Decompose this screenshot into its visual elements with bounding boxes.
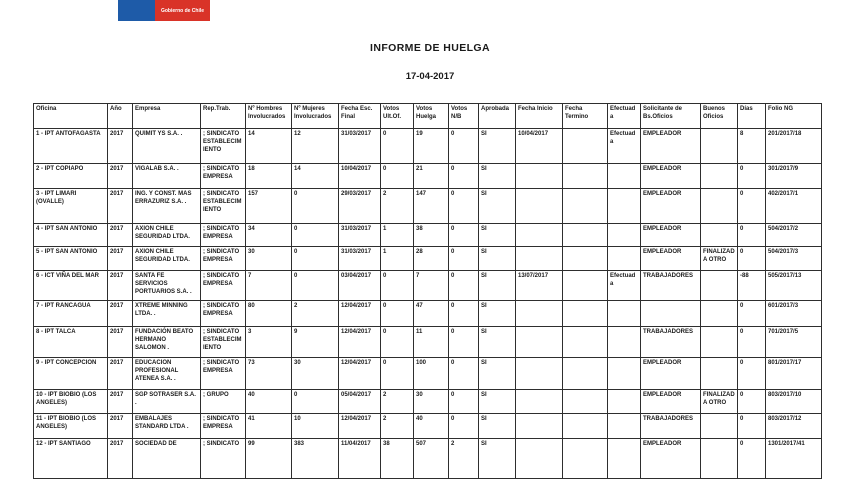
table-cell: 38 xyxy=(381,439,414,479)
table-cell xyxy=(701,358,738,390)
table-cell: ; SINDICATO EMPRESA xyxy=(201,301,246,327)
table-cell: 18 xyxy=(246,164,292,189)
header-cell: Solicitante de Bs.Oficios xyxy=(641,104,701,129)
table-cell xyxy=(608,164,641,189)
table-cell: 0 xyxy=(449,189,479,224)
table-cell: ; SINDICATO EMPRESA xyxy=(201,164,246,189)
table-cell: 0 xyxy=(738,414,766,439)
table-cell: EMPLEADOR xyxy=(641,439,701,479)
table-cell: ; SINDICATO EMPRESA xyxy=(201,358,246,390)
table-cell xyxy=(701,301,738,327)
table-cell: 03/04/2017 xyxy=(339,271,381,301)
table-cell: 30 xyxy=(292,358,339,390)
table-cell: 1 xyxy=(381,247,414,271)
table-cell: 0 xyxy=(449,327,479,358)
table-cell xyxy=(608,439,641,479)
table-cell: 12 - IPT SANTIAGO xyxy=(34,439,108,479)
header-cell: Folio NG xyxy=(766,104,822,129)
table-cell: 12 xyxy=(292,129,339,164)
table-cell: ; GRUPO xyxy=(201,390,246,414)
header-cell: Rep.Trab. xyxy=(201,104,246,129)
table-cell: FUNDACIÓN BEATO HERMANO SALOMON . xyxy=(133,327,201,358)
table-cell xyxy=(516,247,563,271)
table-cell: 7 - IPT RANCAGUA xyxy=(34,301,108,327)
logo-blue-square xyxy=(118,0,155,21)
table-cell xyxy=(516,224,563,247)
table-cell: 2017 xyxy=(108,439,133,479)
table-cell: 10/04/2017 xyxy=(339,164,381,189)
table-cell: SI xyxy=(479,414,516,439)
table-cell: 14 xyxy=(292,164,339,189)
table-cell: TRABAJADORES xyxy=(641,414,701,439)
table-cell: FINALIZADA OTRO xyxy=(701,390,738,414)
table-cell: 38 xyxy=(414,224,449,247)
table-cell: SI xyxy=(479,189,516,224)
table-cell: 1 xyxy=(381,224,414,247)
table-cell xyxy=(608,189,641,224)
table-cell xyxy=(608,301,641,327)
table-cell: SI xyxy=(479,247,516,271)
table-cell xyxy=(563,327,608,358)
table-cell: 201/2017/18 xyxy=(766,129,822,164)
table-cell: 0 xyxy=(738,189,766,224)
table-cell: EMPLEADOR xyxy=(641,164,701,189)
table-cell: 30 xyxy=(246,247,292,271)
table-cell: 12/04/2017 xyxy=(339,414,381,439)
table-cell xyxy=(516,189,563,224)
table-cell: 12/04/2017 xyxy=(339,301,381,327)
header-cell: Efectuada xyxy=(608,104,641,129)
header-cell: Aprobada xyxy=(479,104,516,129)
table-row xyxy=(34,271,822,301)
table-row xyxy=(34,224,822,247)
table-cell: 19 xyxy=(414,129,449,164)
table-row xyxy=(34,247,822,271)
table-cell: 7 xyxy=(414,271,449,301)
strike-report-table xyxy=(33,103,822,479)
table-cell: ; SINDICATO ESTABLECIMIENTO xyxy=(201,189,246,224)
table-cell: EMPLEADOR xyxy=(641,224,701,247)
table-row xyxy=(34,129,822,164)
table-cell: 147 xyxy=(414,189,449,224)
header-row xyxy=(34,104,822,129)
table-cell: 2017 xyxy=(108,247,133,271)
table-cell xyxy=(701,414,738,439)
table-cell: 0 xyxy=(738,358,766,390)
table-cell: 47 xyxy=(414,301,449,327)
table-cell: 3 - IPT LIMARI (OVALLE) xyxy=(34,189,108,224)
header-cell: Buenos Oficios xyxy=(701,104,738,129)
table-cell xyxy=(563,247,608,271)
table-cell: 0 xyxy=(292,247,339,271)
table-cell: 28 xyxy=(414,247,449,271)
table-cell xyxy=(563,271,608,301)
table-cell xyxy=(516,414,563,439)
table-cell: 0 xyxy=(449,390,479,414)
table-cell: AXION CHILE SEGURIDAD LTDA. xyxy=(133,247,201,271)
table-cell: 383 xyxy=(292,439,339,479)
table-cell xyxy=(563,189,608,224)
table-cell: 0 xyxy=(292,390,339,414)
table-cell: 99 xyxy=(246,439,292,479)
table-cell: TRABAJADORES xyxy=(641,271,701,301)
table-cell: 0 xyxy=(449,129,479,164)
table-cell: 301/2017/9 xyxy=(766,164,822,189)
table-cell: ; SINDICATO EMPRESA xyxy=(201,271,246,301)
table-cell: 701/2017/5 xyxy=(766,327,822,358)
table-cell xyxy=(563,129,608,164)
table-cell xyxy=(701,129,738,164)
table-cell: 803/2017/10 xyxy=(766,390,822,414)
header-cell: Año xyxy=(108,104,133,129)
table-cell: ; SINDICATO EMPRESA xyxy=(201,224,246,247)
table-cell: 2017 xyxy=(108,189,133,224)
table-cell: 80 xyxy=(246,301,292,327)
table-cell: 0 xyxy=(738,224,766,247)
table-cell xyxy=(516,301,563,327)
table-cell: 0 xyxy=(449,247,479,271)
table-cell: 3 xyxy=(246,327,292,358)
table-cell xyxy=(701,189,738,224)
table-cell: FINALIZADA OTRO xyxy=(701,247,738,271)
table-cell xyxy=(516,327,563,358)
table-cell: EMBALAJES STANDARD LTDA . xyxy=(133,414,201,439)
table-cell: 31/03/2017 xyxy=(339,129,381,164)
gobierno-de-chile-logo xyxy=(118,0,210,21)
table-cell: 0 xyxy=(738,301,766,327)
table-cell: 801/2017/17 xyxy=(766,358,822,390)
table-cell xyxy=(563,414,608,439)
table-cell xyxy=(563,390,608,414)
table-cell: SI xyxy=(479,390,516,414)
table-cell: SI xyxy=(479,327,516,358)
table-cell: 0 xyxy=(381,358,414,390)
table-cell: 0 xyxy=(449,414,479,439)
table-cell: 507 xyxy=(414,439,449,479)
table-cell xyxy=(608,327,641,358)
table-cell: SI xyxy=(479,301,516,327)
table-cell: SI xyxy=(479,358,516,390)
table-cell: 31/03/2017 xyxy=(339,224,381,247)
table-cell: ING. Y CONST. MAS ERRAZURIZ S.A. . xyxy=(133,189,201,224)
table-cell: 4 - IPT SAN ANTONIO xyxy=(34,224,108,247)
table-cell: 2 xyxy=(292,301,339,327)
table-cell: ; SINDICATO EMPRESA xyxy=(201,414,246,439)
table-cell: 0 xyxy=(449,164,479,189)
header-cell: Votos N/B xyxy=(449,104,479,129)
table-cell: SI xyxy=(479,164,516,189)
table-cell: 0 xyxy=(381,164,414,189)
table-cell: 10 - IPT BIOBIO (LOS ANGELES) xyxy=(34,390,108,414)
table-cell xyxy=(563,224,608,247)
table-row xyxy=(34,301,822,327)
table-row xyxy=(34,414,822,439)
table-cell: 0 xyxy=(738,164,766,189)
table-cell xyxy=(608,390,641,414)
table-cell: VIGALAB S.A. . xyxy=(133,164,201,189)
table-cell xyxy=(516,358,563,390)
table-cell: SI xyxy=(479,129,516,164)
table-cell xyxy=(563,358,608,390)
table-cell: 0 xyxy=(292,271,339,301)
table-cell: EMPLEADOR xyxy=(641,247,701,271)
table-cell: 40 xyxy=(414,414,449,439)
table-cell xyxy=(701,271,738,301)
table-cell xyxy=(701,164,738,189)
table-cell: 0 xyxy=(738,327,766,358)
table-cell: 2017 xyxy=(108,164,133,189)
table-cell: 2017 xyxy=(108,414,133,439)
table-body xyxy=(34,129,822,479)
table-cell: 2017 xyxy=(108,327,133,358)
table-cell: EMPLEADOR xyxy=(641,129,701,164)
table-row xyxy=(34,439,822,479)
table-cell xyxy=(516,439,563,479)
table-cell: SANTA FE SERVICIOS PORTUARIOS S.A. . xyxy=(133,271,201,301)
table-cell: EMPLEADOR xyxy=(641,390,701,414)
table-cell: 34 xyxy=(246,224,292,247)
table-cell: 29/03/2017 xyxy=(339,189,381,224)
table-cell: 2 xyxy=(381,189,414,224)
table-cell: -88 xyxy=(738,271,766,301)
table-cell: SI xyxy=(479,439,516,479)
table-cell: 9 - IPT CONCEPCION xyxy=(34,358,108,390)
table-cell xyxy=(701,327,738,358)
header-cell: Empresa xyxy=(133,104,201,129)
table-cell: 12/04/2017 xyxy=(339,358,381,390)
table-cell: ; SINDICATO EMPRESA xyxy=(201,247,246,271)
table-cell: SGP SOTRASER S.A. . xyxy=(133,390,201,414)
table-cell: 601/2017/3 xyxy=(766,301,822,327)
table-cell xyxy=(608,247,641,271)
table-cell: Efectuada xyxy=(608,129,641,164)
table-cell: 0 xyxy=(381,327,414,358)
table-row xyxy=(34,189,822,224)
table-cell: 41 xyxy=(246,414,292,439)
table-cell xyxy=(563,439,608,479)
table-cell: 2017 xyxy=(108,271,133,301)
table-cell: 402/2017/1 xyxy=(766,189,822,224)
table-cell: ; SINDICATO ESTABLECIMIENTO xyxy=(201,129,246,164)
table-cell: 1301/2017/41 xyxy=(766,439,822,479)
table-cell xyxy=(608,224,641,247)
logo-red-flag xyxy=(155,0,210,21)
table-cell: 40 xyxy=(246,390,292,414)
table-cell: 0 xyxy=(738,247,766,271)
table-cell: 12/04/2017 xyxy=(339,327,381,358)
table-cell xyxy=(701,439,738,479)
table-cell xyxy=(563,164,608,189)
table-cell: 0 xyxy=(449,224,479,247)
table-cell xyxy=(608,358,641,390)
table-row xyxy=(34,358,822,390)
table-row xyxy=(34,390,822,414)
header-cell: Votos Ult.Of. xyxy=(381,104,414,129)
table-cell: 0 xyxy=(738,390,766,414)
report-title: INFORME DE HUELGA xyxy=(370,42,490,54)
table-cell: 2 xyxy=(381,414,414,439)
table-cell: TRABAJADORES xyxy=(641,327,701,358)
table-cell: 0 xyxy=(381,271,414,301)
table-cell: 2017 xyxy=(108,358,133,390)
table-cell xyxy=(563,301,608,327)
table-cell xyxy=(701,224,738,247)
table-cell: 0 xyxy=(449,301,479,327)
table-cell: 14 xyxy=(246,129,292,164)
table-cell: SI xyxy=(479,271,516,301)
table-cell: 7 xyxy=(246,271,292,301)
table-cell: 0 xyxy=(449,358,479,390)
header-cell: Fecha Esc. Final xyxy=(339,104,381,129)
header-cell: Días xyxy=(738,104,766,129)
table-cell xyxy=(516,390,563,414)
table-cell: 73 xyxy=(246,358,292,390)
table-cell xyxy=(608,414,641,439)
table-cell: 05/04/2017 xyxy=(339,390,381,414)
header-cell: Nº Mujeres Involucrados xyxy=(292,104,339,129)
table-row xyxy=(34,164,822,189)
table-row xyxy=(34,327,822,358)
table-cell: 5 - IPT SAN ANTONIO xyxy=(34,247,108,271)
table-cell: 10/04/2017 xyxy=(516,129,563,164)
table-cell: 9 xyxy=(292,327,339,358)
logo-text: Gobierno de Chile xyxy=(160,7,205,14)
table-cell: 30 xyxy=(414,390,449,414)
table-cell: 504/2017/3 xyxy=(766,247,822,271)
table-cell: 2017 xyxy=(108,390,133,414)
header-cell: Votos Huelga xyxy=(414,104,449,129)
table-cell: EDUCACION PROFESIONAL ATENEA S.A. . xyxy=(133,358,201,390)
table-cell: 0 xyxy=(381,129,414,164)
table-cell: EMPLEADOR xyxy=(641,189,701,224)
table-cell: SI xyxy=(479,224,516,247)
table-cell: SOCIEDAD DE xyxy=(133,439,201,479)
table-cell: 21 xyxy=(414,164,449,189)
table-cell: 504/2017/2 xyxy=(766,224,822,247)
header-cell: Nº Hombres Involucrados xyxy=(246,104,292,129)
table-cell: XTREME MINNING LTDA. . xyxy=(133,301,201,327)
table-cell: 11/04/2017 xyxy=(339,439,381,479)
table-cell: EMPLEADOR xyxy=(641,358,701,390)
table-cell xyxy=(641,301,701,327)
table-cell: 157 xyxy=(246,189,292,224)
table-cell: 505/2017/13 xyxy=(766,271,822,301)
table-cell: 11 xyxy=(414,327,449,358)
table-cell: 0 xyxy=(449,271,479,301)
table-cell: 2017 xyxy=(108,301,133,327)
table-cell: 2017 xyxy=(108,129,133,164)
table-cell: 13/07/2017 xyxy=(516,271,563,301)
table-cell: ; SINDICATO xyxy=(201,439,246,479)
table-cell: 8 - IPT TALCA xyxy=(34,327,108,358)
table-cell: Efectuada xyxy=(608,271,641,301)
table-cell: 0 xyxy=(381,301,414,327)
table-cell: 11 - IPT BIOBIO (LOS ANGELES) xyxy=(34,414,108,439)
table-cell: 2 xyxy=(449,439,479,479)
table-cell: ; SINDICATO ESTABLECIMIENTO xyxy=(201,327,246,358)
table-cell: 8 xyxy=(738,129,766,164)
table-cell: QUIMIT YS S.A. . xyxy=(133,129,201,164)
table-cell: 10 xyxy=(292,414,339,439)
table-cell: 2017 xyxy=(108,224,133,247)
table-cell xyxy=(516,164,563,189)
header-cell: Oficina xyxy=(34,104,108,129)
table-cell: 1 - IPT ANTOFAGASTA xyxy=(34,129,108,164)
table-cell: 0 xyxy=(738,439,766,479)
table-cell: 2 xyxy=(381,390,414,414)
table-cell: 2 - IPT COPIAPO xyxy=(34,164,108,189)
header-cell: Fecha Termino xyxy=(563,104,608,129)
table-cell: 0 xyxy=(292,224,339,247)
table-cell: 803/2017/12 xyxy=(766,414,822,439)
report-date: 17-04-2017 xyxy=(405,71,455,82)
table-cell: 100 xyxy=(414,358,449,390)
table-cell: 31/03/2017 xyxy=(339,247,381,271)
header-cell: Fecha Inicio xyxy=(516,104,563,129)
table-cell: AXION CHILE SEGURIDAD LTDA. xyxy=(133,224,201,247)
table-cell: 0 xyxy=(292,189,339,224)
table-cell: 6 - ICT VIÑA DEL MAR xyxy=(34,271,108,301)
